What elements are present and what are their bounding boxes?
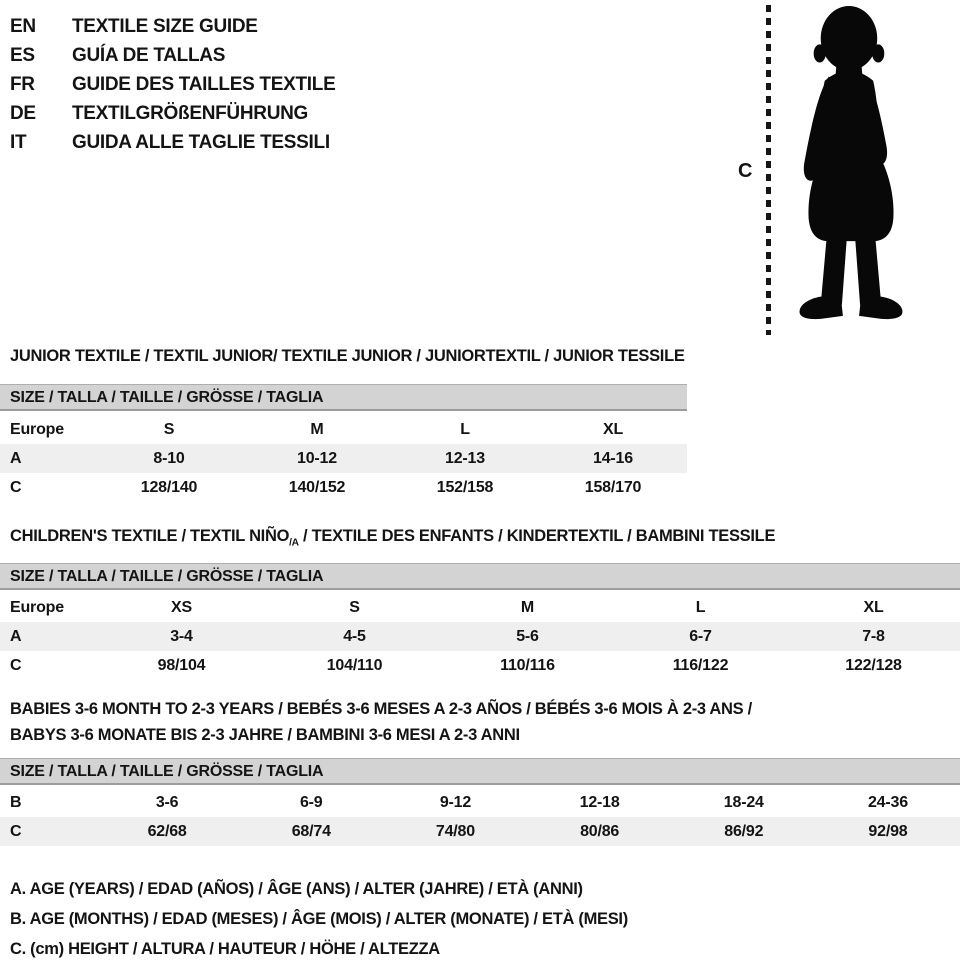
size-cell: XL — [602, 420, 624, 438]
babies-size-header-bar: SIZE / TALLA / TAILLE / GRÖSSE / TAGLIA — [0, 758, 960, 785]
language-title: TEXTILGRÖßENFÜHRUNG — [72, 102, 309, 124]
age-cell: 10-12 — [297, 449, 337, 467]
height-cell: 80/86 — [580, 822, 620, 840]
language-row-fr — [10, 70, 335, 99]
language-code: FR — [10, 73, 35, 95]
age-cell: 7-8 — [862, 627, 885, 645]
height-cell: 110/116 — [500, 656, 555, 674]
language-title: GUÍA DE TALLAS — [72, 44, 226, 66]
language-title: GUIDE DES TAILLES TEXTILE — [72, 73, 336, 95]
height-cell: 68/74 — [291, 822, 331, 840]
language-code: DE — [10, 102, 36, 124]
height-figure — [735, 0, 963, 346]
row-label: A — [10, 627, 22, 645]
row-label: Europe — [10, 598, 64, 616]
size-cell: S — [349, 598, 360, 616]
babies-size-table — [0, 788, 960, 846]
title-subscript: /A — [289, 537, 299, 549]
table-row-height-cm — [0, 651, 960, 680]
row-label: B — [10, 793, 22, 811]
size-cell: M — [310, 420, 324, 438]
junior-section-title: JUNIOR TEXTILE / TEXTIL JUNIOR/ TEXTILE JUNIOR / JUNIORTEXTIL / JUNIOR TESSILE — [10, 347, 685, 365]
table-row-age-years — [0, 444, 687, 473]
junior-size-table — [0, 415, 687, 502]
legend-age-years: A. AGE (YEARS) / EDAD (AÑOS) / ÂGE (ANS) / ALTER (JAHRE) / ETÀ (ANNI) — [10, 879, 583, 898]
babies-section-title-line1: BABIES 3-6 MONTH TO 2-3 YEARS / BEBÉS 3-6 MESES A 2-3 AÑOS / BÉBÉS 3-6 MOIS À 2-3 ANS / — [10, 700, 752, 718]
measurement-legend — [10, 874, 628, 964]
junior-textile-section — [0, 347, 687, 496]
age-cell: 4-5 — [343, 627, 366, 645]
language-code: EN — [10, 15, 36, 37]
age-cell: 12-13 — [445, 449, 485, 467]
childrens-textile-section — [0, 527, 960, 674]
language-title: TEXTILE SIZE GUIDE — [72, 15, 258, 37]
table-row-height-cm — [0, 817, 960, 846]
legend-age-months: B. AGE (MONTHS) / EDAD (MESES) / ÂGE (MOIS) / ALTER (MONATE) / ETÀ (MESI) — [10, 909, 628, 928]
table-row-europe — [0, 415, 687, 444]
row-label: C — [10, 822, 22, 840]
height-cell: 86/92 — [724, 822, 764, 840]
language-code: IT — [10, 131, 27, 153]
height-cell: 122/128 — [845, 656, 902, 674]
row-label: A — [10, 449, 22, 467]
height-cell: 74/80 — [435, 822, 475, 840]
childrens-section-title — [0, 527, 960, 548]
table-row-age-months — [0, 788, 960, 817]
age-cell: 3-6 — [155, 793, 179, 811]
age-cell: 9-12 — [439, 793, 472, 811]
height-cell: 92/98 — [868, 822, 908, 840]
age-cell: 3-4 — [170, 627, 193, 645]
childrens-size-header-bar: SIZE / TALLA / TAILLE / GRÖSSE / TAGLIA — [0, 563, 960, 590]
table-row-europe — [0, 593, 960, 622]
language-row-it — [10, 128, 335, 157]
age-cell: 18-24 — [723, 793, 764, 811]
size-cell: L — [460, 420, 470, 438]
age-cell: 24-36 — [867, 793, 908, 811]
age-cell: 6-9 — [299, 793, 323, 811]
age-cell: 8-10 — [153, 449, 185, 467]
childrens-size-table — [0, 593, 960, 680]
height-cell: 152/158 — [436, 478, 494, 496]
size-cell: XL — [863, 598, 884, 616]
height-measure-label: C — [738, 160, 753, 182]
height-cell: 62/68 — [147, 822, 187, 840]
age-cell: 14-16 — [593, 449, 633, 467]
language-title: GUIDA ALLE TAGLIE TESSILI — [72, 131, 330, 153]
height-cell: 98/104 — [157, 656, 206, 674]
row-label: C — [10, 478, 22, 496]
row-label: Europe — [10, 420, 64, 438]
height-cell: 104/110 — [326, 656, 383, 674]
table-row-age-years — [0, 622, 960, 651]
size-cell: S — [163, 420, 175, 438]
height-cell: 158/170 — [584, 478, 642, 496]
age-cell: 12-18 — [579, 793, 620, 811]
table-row-height-cm — [0, 473, 687, 502]
language-code: ES — [10, 44, 35, 66]
age-cell: 5-6 — [516, 627, 539, 645]
language-title-list — [10, 12, 335, 157]
age-cell: 6-7 — [689, 627, 712, 645]
title-text: / TEXTILE DES ENFANTS / KINDERTEXTIL / BAMBINI TESSILE — [298, 527, 776, 545]
babies-section-title-line2: BABYS 3-6 MONATE BIS 2-3 JAHRE / BAMBINI 3-6 MESI A 2-3 ANNI — [10, 726, 520, 744]
height-cell: 140/152 — [288, 478, 346, 496]
title-text: CHILDREN'S TEXTILE / TEXTIL NIÑO — [10, 527, 290, 545]
height-cell: 128/140 — [140, 478, 198, 496]
height-cell: 116/122 — [672, 656, 729, 674]
junior-size-header-bar: SIZE / TALLA / TAILLE / GRÖSSE / TAGLIA — [0, 384, 687, 411]
size-cell: M — [520, 598, 535, 616]
height-measure-dotted-line — [766, 5, 771, 335]
row-label: C — [10, 656, 22, 674]
size-cell: L — [695, 598, 706, 616]
legend-height-cm: C. (cm) HEIGHT / ALTURA / HAUTEUR / HÖHE / ALTEZZA — [10, 939, 440, 958]
babies-textile-section — [0, 700, 960, 840]
toddler-silhouette-image — [782, 2, 924, 335]
language-row-de — [10, 99, 335, 128]
size-cell: XS — [171, 598, 192, 616]
language-row-en — [10, 12, 335, 41]
language-row-es — [10, 41, 335, 70]
